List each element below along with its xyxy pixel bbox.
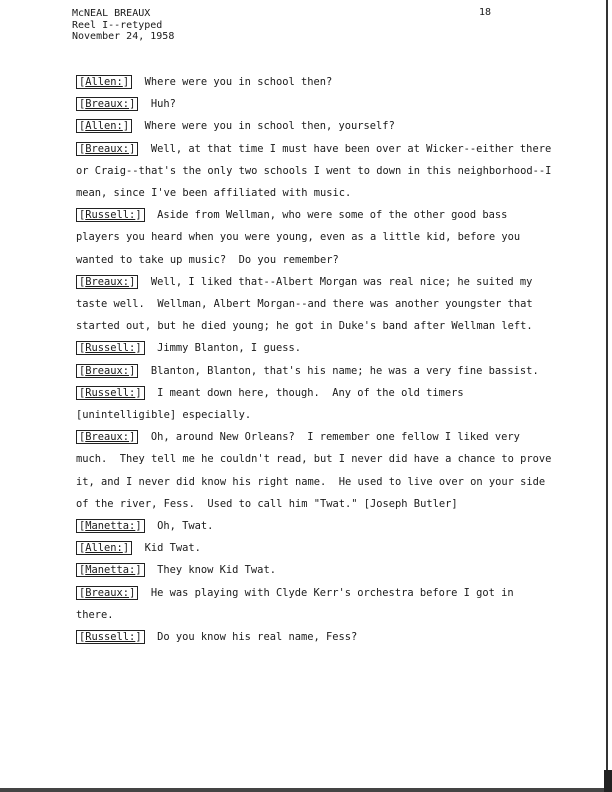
utterance-text: Kid Twat. — [144, 542, 201, 555]
utterance-text: I meant down here, though. Any of the old timers [unintelligible] especially. — [76, 386, 470, 422]
speaker-label: [Manetta:] — [76, 519, 145, 533]
page-header — [72, 8, 174, 43]
speaker-label: [Manetta:] — [76, 563, 145, 577]
utterance-text: Well, I liked that--Albert Morgan was real nice; he suited my taste well. Wellman, Albert Morgan--and there was another youngster that started out, but he died young; he got in Duke's band after Wellman left. — [76, 275, 539, 333]
speaker-label: [Russell:] — [76, 630, 145, 644]
transcript-paragraph — [76, 93, 556, 115]
utterance-text: He was playing with Clyde Kerr's orchestra before I got in there. — [76, 586, 520, 621]
transcript-paragraph — [76, 382, 556, 426]
reel-label: Reel I--retyped — [72, 19, 163, 31]
transcript-body — [76, 71, 556, 648]
speaker-label: [Russell:] — [76, 341, 145, 355]
utterance-text: Well, at that time I must have been over at Wicker--either there or Craig--that's the only two schools I went to down in this neighborhood--I mean, since I've been affiliated with music. — [76, 142, 558, 200]
transcript-paragraph — [76, 515, 556, 537]
interview-date: November 24, 1958 — [72, 31, 175, 42]
transcript-paragraph — [76, 204, 556, 271]
speaker-label: [Breaux:] — [76, 275, 138, 289]
speaker-label: [Breaux:] — [76, 97, 138, 111]
transcript-paragraph — [76, 71, 556, 93]
page-number: 18 — [479, 7, 492, 18]
utterance-text: Huh? — [150, 98, 176, 111]
transcript-paragraph — [76, 138, 556, 205]
speaker-label: [Allen:] — [76, 75, 132, 89]
interviewee-name: McNEAL BREAUX — [72, 8, 151, 19]
utterance-text: Blanton, Blanton, that's his name; he was a very fine bassist. — [150, 364, 539, 377]
speaker-label: [Breaux:] — [76, 142, 138, 156]
transcript-paragraph — [76, 337, 556, 359]
speaker-label: [Breaux:] — [76, 430, 138, 444]
transcript-paragraph — [76, 360, 556, 382]
scan-edge-bottom — [0, 788, 612, 792]
speaker-label: [Russell:] — [76, 208, 145, 222]
scan-edge-corner — [604, 770, 612, 792]
speaker-label: [Allen:] — [76, 541, 132, 555]
transcript-paragraph — [76, 559, 556, 581]
utterance-text: Where were you in school then, yourself? — [144, 120, 395, 133]
utterance-text: Where were you in school then? — [144, 76, 333, 88]
utterance-text: Oh, Twat. — [157, 520, 214, 533]
transcript-paragraph — [76, 582, 556, 626]
utterance-text: Jimmy Blanton, I guess. — [157, 342, 301, 355]
transcript-paragraph — [76, 626, 556, 648]
scan-edge-right — [606, 0, 608, 792]
utterance-text: They know Kid Twat. — [157, 564, 276, 577]
transcript-paragraph — [76, 271, 556, 338]
transcript-paragraph — [76, 426, 556, 515]
utterance-text: Do you know his real name, Fess? — [157, 631, 358, 644]
transcript-paragraph — [76, 115, 556, 137]
transcript-paragraph — [76, 537, 556, 559]
speaker-label: [Allen:] — [76, 119, 132, 133]
utterance-text: Oh, around New Orleans? I remember one fellow I liked very much. They tell me he couldn't read, but I never did have a chance to prove it, and I never did know his right name. He used to live over on your side of the river, Fess. Used to call him "Twat." [Joseph Butler] — [76, 431, 558, 510]
speaker-label: [Russell:] — [76, 386, 145, 400]
utterance-text: Aside from Wellman, who were some of the other good bass players you heard when you were young, even as a little kid, before you wanted to take up music? Do you remember? — [76, 209, 527, 266]
speaker-label: [Breaux:] — [76, 364, 138, 378]
speaker-label: [Breaux:] — [76, 586, 138, 600]
